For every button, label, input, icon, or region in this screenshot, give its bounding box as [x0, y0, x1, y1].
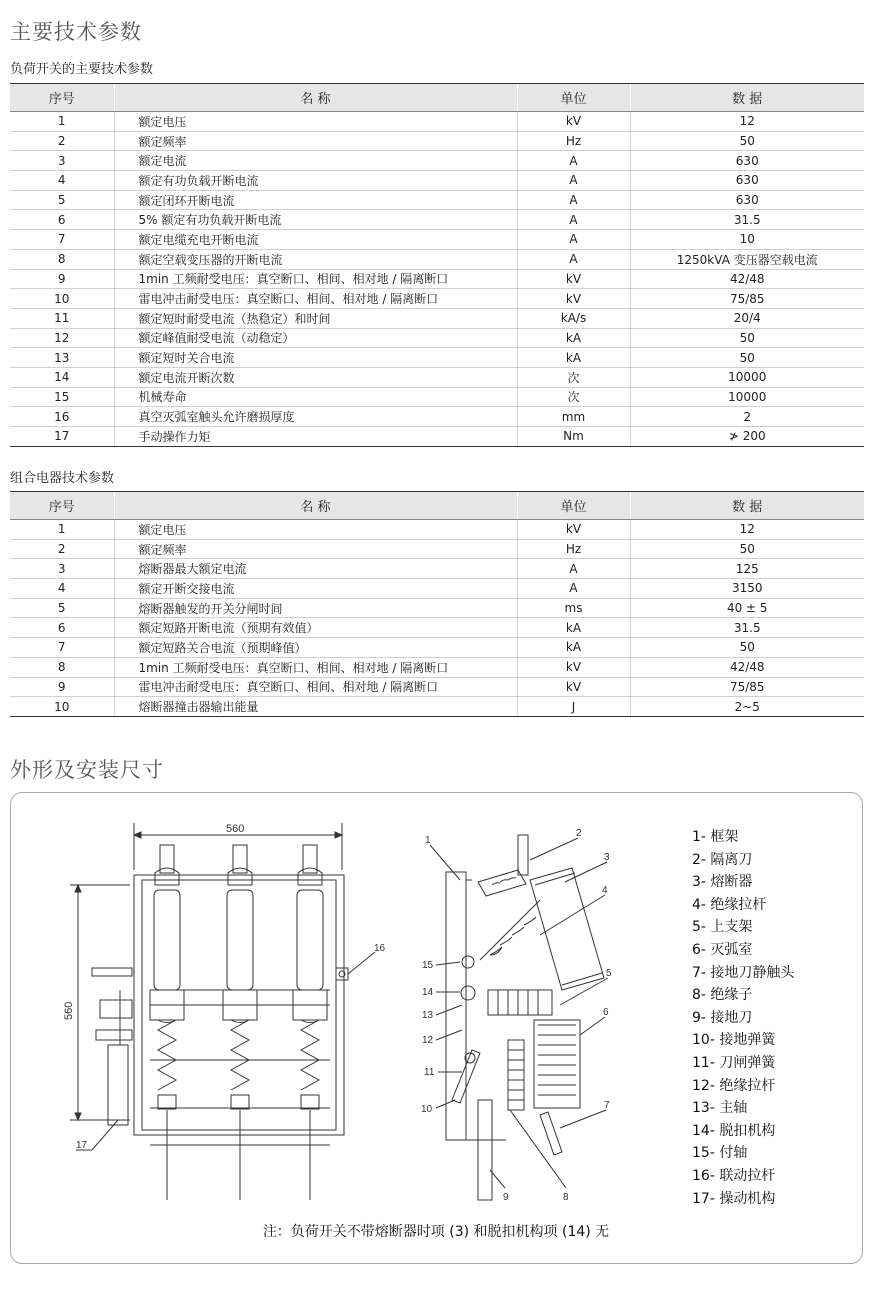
- cell-index: 2: [10, 131, 114, 151]
- cell-index: 1: [10, 520, 114, 540]
- cell-name: 额定频率: [114, 539, 517, 559]
- cell-data: 20/4: [630, 308, 864, 328]
- cell-unit: A: [517, 190, 630, 210]
- section-title-dimensions: 外形及安装尺寸: [10, 758, 164, 782]
- cell-unit: Hz: [517, 131, 630, 151]
- cell-name: 额定短路关合电流（预期峰值）: [114, 638, 517, 658]
- header-unit: 单位: [517, 492, 630, 520]
- cell-name: 熔断器触发的开关分闸时间: [114, 598, 517, 618]
- cell-data: 3150: [630, 579, 864, 599]
- cell-data: 12: [630, 112, 864, 132]
- cell-unit: A: [517, 210, 630, 230]
- cell-name: 额定电流: [114, 151, 517, 171]
- legend-item: 1- 框架: [692, 829, 739, 845]
- cell-index: 9: [10, 677, 114, 697]
- cell-unit: A: [517, 230, 630, 250]
- cell-unit: kV: [517, 657, 630, 677]
- cell-index: 10: [10, 289, 114, 309]
- cell-unit: 次: [517, 387, 630, 407]
- callout-4: 4: [602, 885, 608, 896]
- cell-index: 1: [10, 112, 114, 132]
- callout-5: 5: [606, 968, 612, 979]
- legend-item: 13- 主轴: [692, 1100, 748, 1117]
- cell-unit: mm: [517, 407, 630, 427]
- drawing-note: 注：负荷开关不带熔断器时项 (3) 和脱扣机构项 (14) 无: [262, 1224, 610, 1240]
- cell-data: 75/85: [630, 289, 864, 309]
- cell-name: 额定短时耐受电流（热稳定）和时间: [114, 308, 517, 328]
- cell-data: 50: [630, 539, 864, 559]
- cell-unit: kA: [517, 638, 630, 658]
- legend-item: 15- 付轴: [692, 1145, 748, 1162]
- section-title-main-params: 主要技术参数: [10, 20, 142, 44]
- cell-index: 3: [10, 559, 114, 579]
- legend-item: 17- 操动机构: [692, 1190, 776, 1207]
- cell-unit: kV: [517, 289, 630, 309]
- cell-unit: kA/s: [517, 308, 630, 328]
- cell-index: 5: [10, 598, 114, 618]
- cell-data: 31.5: [630, 210, 864, 230]
- legend-item: 16- 联动拉杆: [692, 1167, 776, 1184]
- header-name: 名 称: [114, 84, 517, 112]
- cell-data: 10000: [630, 387, 864, 407]
- callout-2: 2: [576, 828, 582, 839]
- callout-8: 8: [563, 1192, 569, 1203]
- cell-name: 额定电压: [114, 520, 517, 540]
- legend-item: 3- 熔断器: [692, 874, 753, 891]
- legend-item: 4- 绝缘拉杆: [692, 896, 767, 913]
- cell-unit: A: [517, 249, 630, 269]
- cell-index: 8: [10, 657, 114, 677]
- cell-index: 13: [10, 348, 114, 368]
- cell-index: 11: [10, 308, 114, 328]
- cell-name: 额定有功负载开断电流: [114, 171, 517, 191]
- cell-name: 额定峰值耐受电流（动稳定）: [114, 328, 517, 348]
- callout-3: 3: [604, 852, 610, 863]
- callout-12: 12: [422, 1035, 434, 1046]
- parts-legend: [692, 826, 794, 1210]
- header-index: 序号: [10, 84, 114, 112]
- legend-item: 11- 刀闸弹簧: [692, 1054, 776, 1071]
- cell-unit: A: [517, 579, 630, 599]
- callout-14: 14: [422, 987, 434, 998]
- cell-name: 额定开断交接电流: [114, 579, 517, 599]
- legend-item: 6- 灭弧室: [692, 941, 753, 958]
- cell-index: 17: [10, 427, 114, 447]
- cell-name: 额定空载变压器的开断电流: [114, 249, 517, 269]
- header-unit: 单位: [517, 84, 630, 112]
- cell-data: 42/48: [630, 657, 864, 677]
- cell-unit: kA: [517, 348, 630, 368]
- cell-name: 机械寿命: [114, 387, 517, 407]
- callout-11: 11: [424, 1067, 435, 1078]
- cell-name: 1min 工频耐受电压：真空断口、相间、相对地 / 隔离断口: [114, 657, 517, 677]
- cell-unit: Nm: [517, 427, 630, 447]
- cell-index: 2: [10, 539, 114, 559]
- cell-unit: kA: [517, 618, 630, 638]
- cell-data: 1250kVA 变压器空载电流: [630, 249, 864, 269]
- cell-data: 10: [630, 230, 864, 250]
- cell-index: 6: [10, 210, 114, 230]
- callout-15: 15: [422, 960, 434, 971]
- cell-unit: J: [517, 697, 630, 717]
- cell-data: ≯ 200: [630, 427, 864, 447]
- legend-item: 14- 脱扣机构: [692, 1122, 776, 1139]
- cell-name: 额定电缆充电开断电流: [114, 230, 517, 250]
- cell-unit: Hz: [517, 539, 630, 559]
- cell-data: 50: [630, 638, 864, 658]
- callout-9: 9: [503, 1192, 509, 1203]
- header-index: 序号: [10, 492, 114, 520]
- callout-17: 17: [76, 1140, 88, 1151]
- cell-name: 额定闭环开断电流: [114, 190, 517, 210]
- cell-index: 14: [10, 367, 114, 387]
- cell-index: 9: [10, 269, 114, 289]
- callout-1: 1: [425, 835, 431, 846]
- front-view-drawing: [63, 823, 386, 1200]
- dim-width-label: 560: [226, 823, 245, 835]
- cell-name: 1min 工频耐受电压：真空断口、相间、相对地 / 隔离断口: [114, 269, 517, 289]
- cell-name: 手动操作力矩: [114, 427, 517, 447]
- cell-data: 50: [630, 348, 864, 368]
- cell-data: 630: [630, 171, 864, 191]
- cell-data: 2~5: [630, 697, 864, 717]
- cell-data: 31.5: [630, 618, 864, 638]
- cell-unit: A: [517, 151, 630, 171]
- cell-name: 雷电冲击耐受电压：真空断口、相间、相对地 / 隔离断口: [114, 289, 517, 309]
- cell-index: 4: [10, 171, 114, 191]
- cell-unit: kV: [517, 520, 630, 540]
- header-name: 名 称: [114, 492, 517, 520]
- callout-6: 6: [603, 1007, 609, 1018]
- table2-caption: 组合电器技术参数: [10, 471, 115, 486]
- cell-name: 雷电冲击耐受电压：真空断口、相间、相对地 / 隔离断口: [114, 677, 517, 697]
- side-view-drawing: [421, 828, 612, 1203]
- cell-name: 5% 额定有功负载开断电流: [114, 210, 517, 230]
- cell-data: 50: [630, 131, 864, 151]
- legend-item: 5- 上支架: [692, 919, 753, 936]
- legend-item: 12- 绝缘拉杆: [692, 1077, 776, 1094]
- cell-unit: 次: [517, 367, 630, 387]
- cell-data: 40 ± 5: [630, 598, 864, 618]
- cell-data: 12: [630, 520, 864, 540]
- cell-data: 75/85: [630, 677, 864, 697]
- cell-index: 4: [10, 579, 114, 599]
- cell-data: 125: [630, 559, 864, 579]
- cell-data: 2: [630, 407, 864, 427]
- cell-index: 7: [10, 638, 114, 658]
- cell-name: 额定电流开断次数: [114, 367, 517, 387]
- cell-data: 42/48: [630, 269, 864, 289]
- cell-unit: kV: [517, 677, 630, 697]
- cell-name: 熔断器撞击器输出能量: [114, 697, 517, 717]
- dim-height-label: 560: [63, 1001, 75, 1020]
- cell-data: 10000: [630, 367, 864, 387]
- cell-index: 3: [10, 151, 114, 171]
- cell-name: 真空灭弧室触头允许磨损厚度: [114, 407, 517, 427]
- table1-caption: 负荷开关的主要技术参数: [10, 62, 154, 77]
- callout-7: 7: [604, 1100, 610, 1111]
- cell-index: 8: [10, 249, 114, 269]
- legend-item: 10- 接地弹簧: [692, 1032, 776, 1049]
- callout-13: 13: [422, 1010, 434, 1021]
- cell-name: 熔断器最大额定电流: [114, 559, 517, 579]
- cell-unit: kV: [517, 269, 630, 289]
- cell-unit: ms: [517, 598, 630, 618]
- callout-10: 10: [421, 1104, 433, 1115]
- legend-item: 8- 绝缘子: [692, 987, 753, 1004]
- legend-item: 2- 隔离刀: [692, 851, 753, 868]
- cell-index: 10: [10, 697, 114, 717]
- legend-item: 9- 接地刀: [692, 1009, 753, 1026]
- cell-name: 额定频率: [114, 131, 517, 151]
- cell-index: 5: [10, 190, 114, 210]
- cell-unit: kA: [517, 328, 630, 348]
- cell-index: 6: [10, 618, 114, 638]
- cell-data: 50: [630, 328, 864, 348]
- legend-item: 7- 接地刀静触头: [692, 964, 795, 981]
- cell-unit: A: [517, 171, 630, 191]
- cell-index: 12: [10, 328, 114, 348]
- cell-data: 630: [630, 151, 864, 171]
- header-data: 数 据: [630, 84, 864, 112]
- cell-index: 15: [10, 387, 114, 407]
- callout-16: 16: [374, 943, 386, 954]
- cell-index: 7: [10, 230, 114, 250]
- cell-unit: kV: [517, 112, 630, 132]
- cell-index: 16: [10, 407, 114, 427]
- header-data: 数 据: [630, 492, 864, 520]
- cell-name: 额定短路开断电流（预期有效值）: [114, 618, 517, 638]
- cell-name: 额定短时关合电流: [114, 348, 517, 368]
- cell-unit: A: [517, 559, 630, 579]
- cell-name: 额定电压: [114, 112, 517, 132]
- cell-data: 630: [630, 190, 864, 210]
